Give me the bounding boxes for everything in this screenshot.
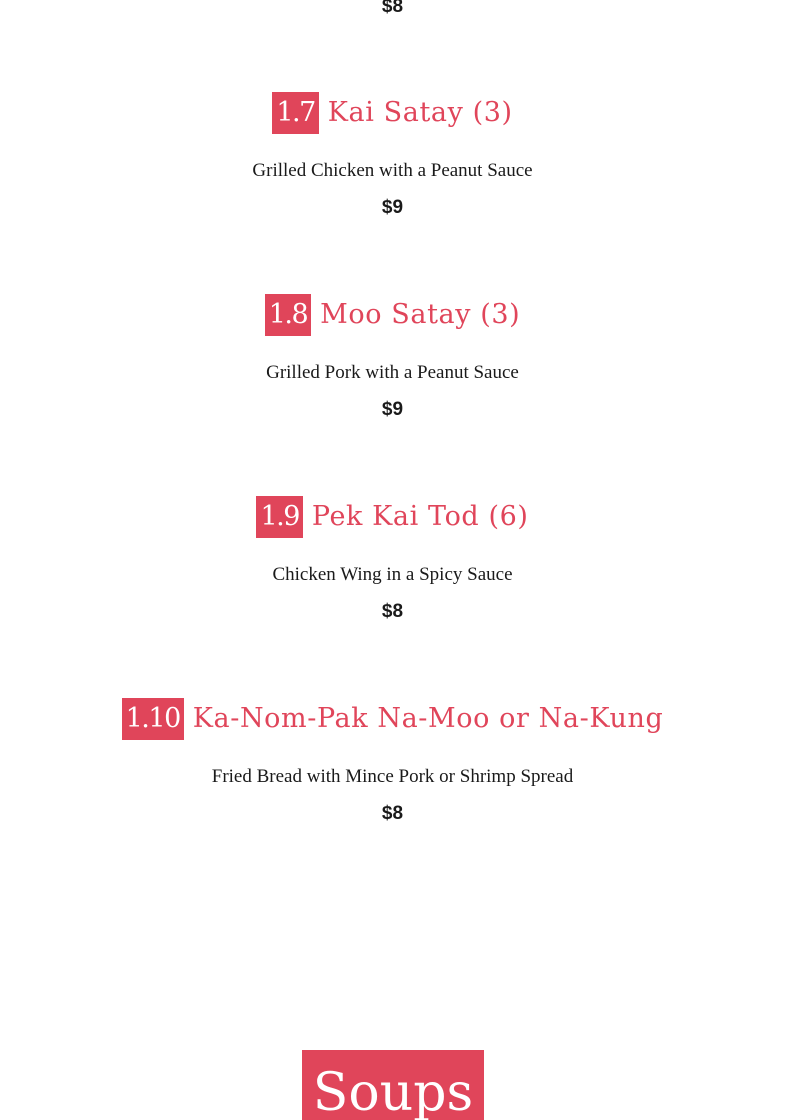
menu-item-price: $8 [381,601,404,622]
menu-item-price: $9 [381,399,404,420]
menu-item-price: $8 [381,0,404,17]
menu-item-name: Ka-Nom-Pak Na-Moo or Na-Kung [192,703,664,734]
menu-item-description: Chicken Wing in a Spicy Sauce [272,564,513,585]
menu-item-heading [0,92,785,134]
menu-item-name: Moo Satay (3) [320,299,521,330]
section-title [302,1050,484,1120]
menu-item-number-badge: 1.8 [265,294,311,336]
menu-item-price: $9 [381,197,404,218]
menu-item-heading [0,698,785,740]
menu-item-name: Pek Kai Tod (6) [311,501,529,532]
menu-item-number-badge: 1.10 [122,698,184,740]
menu-item-heading [0,496,785,538]
menu-item-description: Fried Bread with Mince Pork or Shrimp Spread [211,766,574,787]
menu-item-description: Grilled Chicken with a Peanut Sauce [252,160,533,181]
menu-item-heading [0,294,785,336]
menu-item-name: Kai Satay (3) [327,97,513,128]
menu-item-number-badge: 1.7 [272,92,318,134]
menu-item-description: Grilled Pork with a Peanut Sauce [266,362,519,383]
menu-item-price: $8 [381,803,404,824]
section-title-text: Soups [312,1063,474,1120]
menu-item-number-badge: 1.9 [256,496,302,538]
